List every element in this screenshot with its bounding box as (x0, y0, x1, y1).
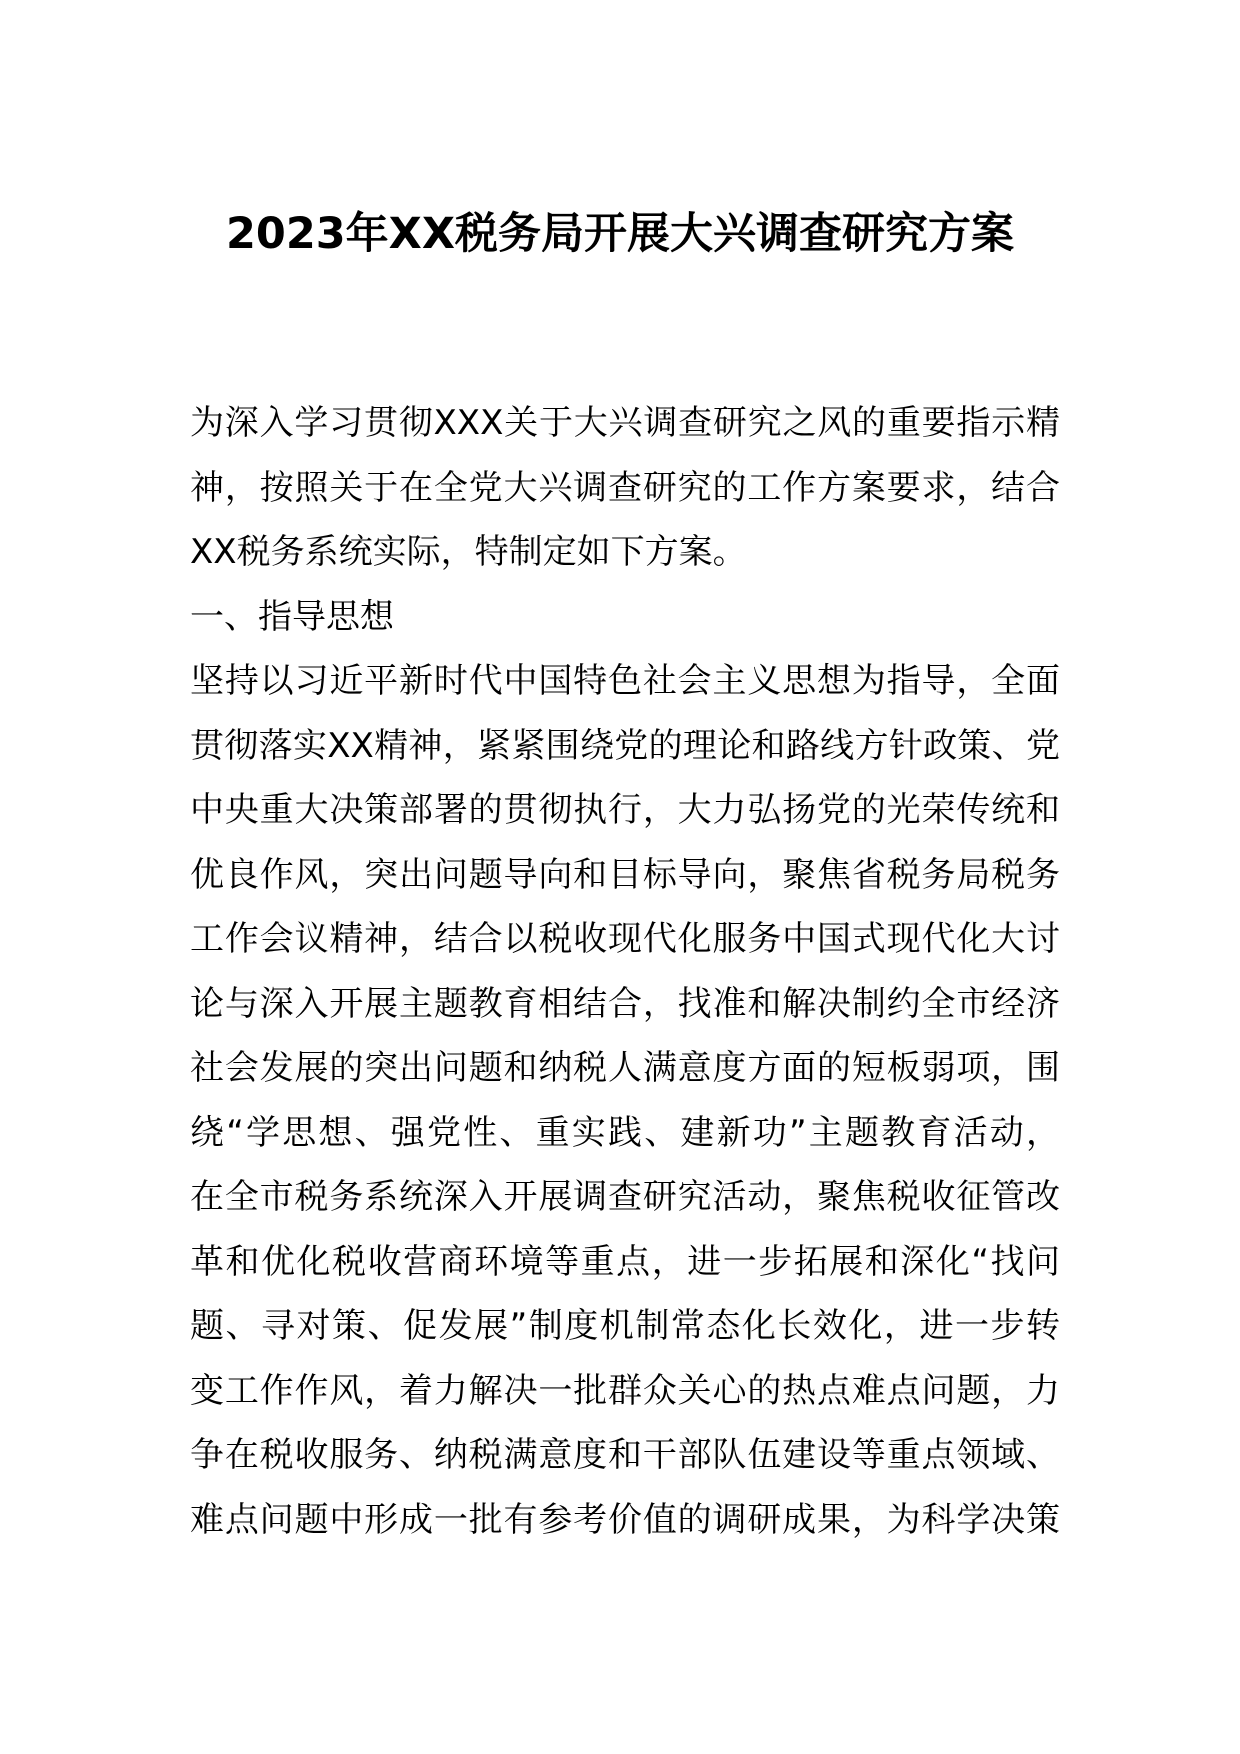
body-line: 在全市税务系统深入开展调查研究活动，聚焦税收征管改 (190, 1177, 1060, 1217)
body-line: 神，按照关于在全党大兴调查研究的工作方案要求，结合 (190, 467, 1060, 508)
body-line: 争在税收服务、纳税满意度和干部队伍建设等重点领域、 (190, 1435, 1060, 1475)
body-line: 中央重大决策部署的贯彻执行，大力弘扬党的光荣传统和 (190, 790, 1060, 830)
document-title: 2023年XX税务局开展大兴调查研究方案 (226, 209, 1014, 259)
body-line: 难点问题中形成一批有参考价值的调研成果，为科学决策 (190, 1499, 1060, 1540)
body-line: 社会发展的突出问题和纳税人满意度方面的短板弱项，围 (190, 1048, 1060, 1088)
body-line: 贯彻落实XX精神，紧紧围绕党的理论和路线方针政策、党 (190, 725, 1060, 766)
body-line: 革和优化税收营商环境等重点，进一步拓展和深化“找问 (190, 1241, 1060, 1282)
body-line: 论与深入开展主题教育相结合，找准和解决制约全市经济 (190, 983, 1060, 1024)
body-line: 为深入学习贯彻XXX关于大兴调查研究之风的重要指示精 (190, 403, 1060, 443)
body-line: XX税务系统实际，特制定如下方案。 (190, 532, 747, 572)
document-body (190, 391, 1060, 1552)
body-line: 工作会议精神，结合以税收现代化服务中国式现代化大讨 (190, 919, 1060, 959)
section-heading: 一、指导思想 (190, 596, 394, 637)
body-line: 坚持以习近平新时代中国特色社会主义思想为指导，全面 (190, 661, 1060, 701)
body-line: 变工作作风，着力解决一批群众关心的热点难点问题，力 (190, 1370, 1060, 1411)
body-line: 优良作风，突出问题导向和目标导向，聚焦省税务局税务 (190, 854, 1060, 895)
body-line: 绕“学思想、强党性、重实践、建新功”主题教育活动， (190, 1112, 1060, 1153)
body-line: 题、寻对策、促发展”制度机制常态化长效化，进一步转 (190, 1306, 1060, 1346)
